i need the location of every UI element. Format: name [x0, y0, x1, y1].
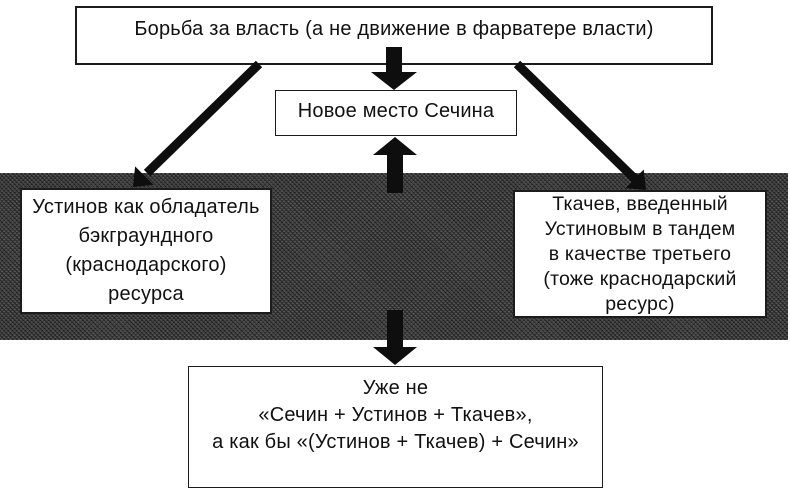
node-result-line: «Сечин + Устинов + Ткачев», — [258, 404, 533, 426]
node-ustinov-line: ресурса — [108, 283, 184, 305]
arrow-down-left-icon — [133, 64, 259, 187]
arrow-down-right-icon — [517, 64, 646, 190]
node-ustinov-line: Устинов как обладатель — [32, 196, 260, 218]
node-tkachev-line: (тоже краснодарский — [543, 267, 737, 290]
node-power-struggle-label: Борьба за власть (а не движение в фарватере власти) — [134, 18, 654, 40]
node-tkachev — [513, 190, 767, 318]
node-tkachev-line: Ткачев, введенный — [552, 192, 728, 215]
node-sechin-place-label: Новое место Сечина — [297, 100, 495, 122]
node-result-line: Уже не — [362, 377, 429, 399]
node-power-struggle — [75, 6, 713, 65]
node-result — [188, 366, 603, 488]
node-sechin-place — [275, 90, 517, 136]
node-ustinov-line: бэкграундного — [78, 225, 214, 247]
node-tkachev-line: ресурс) — [605, 292, 675, 315]
node-result-line: а как бы «(Устинов + Ткачев) + Сечин» — [212, 431, 579, 453]
node-ustinov-line: (краснодарского) — [65, 254, 227, 276]
node-ustinov — [20, 188, 272, 314]
node-tkachev-line: в качестве третьего — [548, 242, 732, 265]
node-tkachev-line: Устиновым в тандем — [544, 217, 736, 240]
